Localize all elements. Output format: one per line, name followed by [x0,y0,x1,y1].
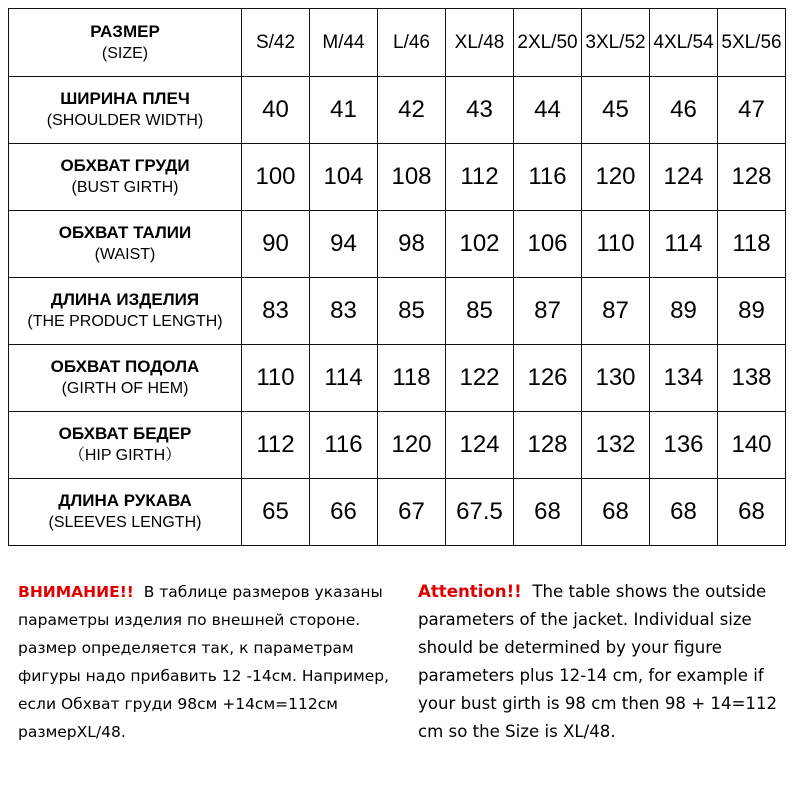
size-header-label [9,9,242,77]
attention-ru: ВНИМАНИЕ!! [18,583,134,601]
measurement-value: 100 [242,144,310,211]
measurement-value: 108 [378,144,446,211]
note-en-text: The table shows the outside parameters of the jacket. Individual size should be determined by your figure parameters plus 12-14 cm, for example if your bust girth is 98 cm then 98 + 14=112 cm so the Size is XL/48. [418,582,778,741]
size-column-header: S/42 [242,9,310,77]
measurement-value: 138 [718,345,786,412]
measurement-value: 120 [582,144,650,211]
measurement-value: 104 [310,144,378,211]
row-label-ru: ДЛИНА РУКАВА [58,491,192,510]
row-label-ru: ОБХВАТ ТАЛИИ [58,223,192,242]
measurement-value: 106 [514,211,582,278]
measurement-value: 45 [582,77,650,144]
measurement-value: 112 [446,144,514,211]
table-header-row [9,9,786,77]
measurement-value: 98 [378,211,446,278]
measurement-value: 83 [310,278,378,345]
measurement-value: 46 [650,77,718,144]
measurement-label [9,144,242,211]
row-label-en: （HIP GIRTH） [68,447,182,464]
measurement-value: 130 [582,345,650,412]
table-row [9,77,786,144]
measurement-value: 67 [378,479,446,546]
table-row [9,211,786,278]
measurement-label [9,211,242,278]
row-label-en: (GIRTH OF HEM) [61,380,189,397]
row-label-ru: ОБХВАТ ПОДОЛА [50,357,200,376]
size-column-header: M/44 [310,9,378,77]
measurement-label [9,345,242,412]
measurement-value: 112 [242,412,310,479]
measurement-label [9,412,242,479]
row-label-ru: ОБХВАТ ГРУДИ [60,156,190,175]
measurement-value: 40 [242,77,310,144]
size-column-header: 3XL/52 [582,9,650,77]
measurement-value: 68 [718,479,786,546]
measurement-value: 68 [514,479,582,546]
measurement-value: 118 [718,211,786,278]
table-row [9,144,786,211]
measurement-value: 85 [446,278,514,345]
row-label-ru: РАЗМЕР [90,21,160,41]
attention-en: Attention!! [418,582,522,601]
row-label-en: (SIZE) [101,44,149,62]
measurement-value: 126 [514,345,582,412]
measurement-value: 132 [582,412,650,479]
measurement-value: 110 [242,345,310,412]
measurement-value: 136 [650,412,718,479]
row-label-en: (SHOULDER WIDTH) [46,112,204,129]
measurement-value: 114 [310,345,378,412]
row-label-ru: ШИРИНА ПЛЕЧ [60,89,190,108]
measurement-value: 65 [242,479,310,546]
measurement-value: 140 [718,412,786,479]
measurement-value: 114 [650,211,718,278]
size-column-header: XL/48 [446,9,514,77]
measurement-value: 83 [242,278,310,345]
size-column-header: 4XL/54 [650,9,718,77]
measurement-label [9,479,242,546]
measurement-value: 41 [310,77,378,144]
size-chart-table [8,8,786,546]
table-row [9,278,786,345]
measurement-value: 116 [310,412,378,479]
measurement-value: 124 [650,144,718,211]
measurement-value: 134 [650,345,718,412]
row-label-en: (SLEEVES LENGTH) [48,514,202,531]
row-label-en: (WAIST) [94,246,156,263]
measurement-value: 47 [718,77,786,144]
row-label-en: (THE PRODUCT LENGTH) [27,313,223,330]
measurement-value: 66 [310,479,378,546]
measurement-value: 42 [378,77,446,144]
measurement-value: 89 [718,278,786,345]
measurement-value: 85 [378,278,446,345]
measurement-label [9,278,242,345]
measurement-value: 116 [514,144,582,211]
measurement-value: 43 [446,77,514,144]
table-row [9,345,786,412]
measurement-value: 90 [242,211,310,278]
row-label-ru: ДЛИНА ИЗДЕЛИЯ [50,290,200,309]
measurement-value: 94 [310,211,378,278]
measurement-value: 110 [582,211,650,278]
measurement-value: 122 [446,345,514,412]
row-label-ru: ОБХВАТ БЕДЕР [58,424,192,443]
measurement-value: 102 [446,211,514,278]
measurement-value: 124 [446,412,514,479]
measurement-value: 68 [582,479,650,546]
measurement-value: 89 [650,278,718,345]
note-russian [18,578,390,746]
measurement-value: 67.5 [446,479,514,546]
size-column-header: 2XL/50 [514,9,582,77]
measurement-value: 44 [514,77,582,144]
size-chart-body [9,9,786,546]
row-label-en: (BUST GIRTH) [71,179,179,196]
note-english [418,578,784,746]
measurement-label [9,77,242,144]
size-column-header: 5XL/56 [718,9,786,77]
size-column-header: L/46 [378,9,446,77]
measurement-value: 68 [650,479,718,546]
measurement-value: 118 [378,345,446,412]
measurement-value: 87 [514,278,582,345]
measurement-value: 128 [718,144,786,211]
measurement-value: 128 [514,412,582,479]
table-row [9,479,786,546]
measurement-value: 87 [582,278,650,345]
note-ru-text: В таблице размеров указаны параметры изделия по внешней стороне. размер определяется так, к параметрам фигуры надо прибавить 12 -14см. Например, если Обхват груди 98см +14см=112см размерXL/48. [18,583,390,741]
table-row [9,412,786,479]
measurement-value: 120 [378,412,446,479]
